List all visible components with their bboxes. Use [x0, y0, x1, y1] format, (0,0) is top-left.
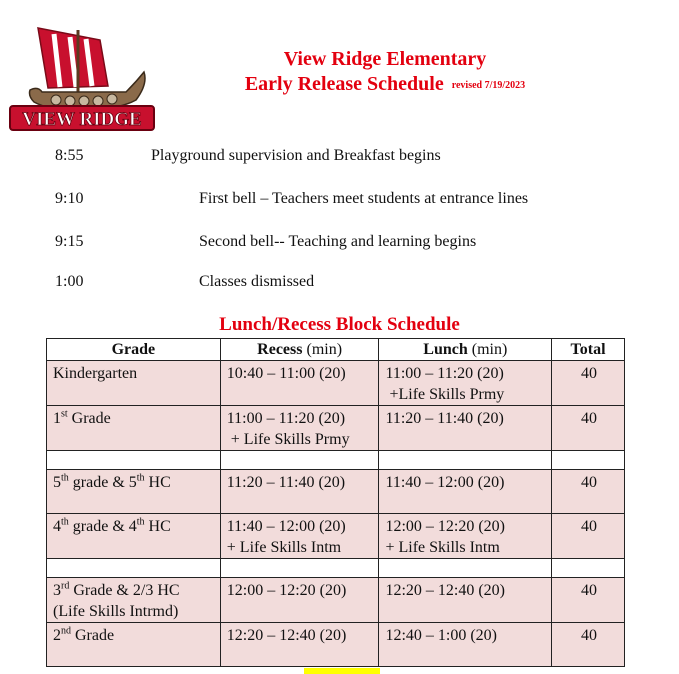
header-grade: Grade	[47, 339, 221, 361]
time-2: 9:15	[55, 233, 84, 250]
header-lunch: Lunch (min)	[379, 339, 552, 361]
revised-date: revised 7/19/2023	[451, 80, 526, 91]
table-row	[47, 361, 625, 406]
grade-cell: 2nd Grade	[47, 623, 221, 667]
lunch-cell: 12:20 – 12:40 (20)	[379, 578, 552, 623]
total-cell: 40	[552, 623, 625, 667]
time-1: 9:10	[55, 190, 84, 207]
table-row	[47, 623, 625, 667]
page-title	[200, 73, 570, 96]
table-row	[47, 514, 625, 559]
recess-cell: 12:20 – 12:40 (20)	[220, 623, 379, 667]
total-cell: 40	[552, 361, 625, 406]
grade-cell: 3rd Grade & 2/3 HC (Life Skills Intrmd)	[47, 578, 221, 623]
blank-row	[47, 559, 625, 578]
blank-row	[47, 451, 625, 470]
lunch-recess-table	[46, 338, 625, 667]
lunch-cell: 11:00 – 11:20 (20) +Life Skills Prmy	[379, 361, 552, 406]
total-cell: 40	[552, 470, 625, 514]
lunch-cell: 12:00 – 12:20 (20) + Life Skills Intm	[379, 514, 552, 559]
table-row	[47, 578, 625, 623]
total-cell: 40	[552, 578, 625, 623]
lunch-schedule-title: Lunch/Recess Block Schedule	[219, 314, 460, 335]
view-ridge-logo	[8, 20, 156, 132]
time-text-2: Second bell-- Teaching and learning begins	[199, 233, 477, 250]
time-3: 1:00	[55, 273, 84, 290]
header-recess: Recess (min)	[220, 339, 379, 361]
logo-text: VIEW RIDGE	[22, 109, 142, 130]
grade-cell: 5th grade & 5th HC	[47, 470, 221, 514]
lunch-cell: 11:20 – 11:40 (20)	[379, 406, 552, 451]
total-cell: 40	[552, 406, 625, 451]
time-text-0: Playground supervision and Breakfast begins	[151, 147, 441, 164]
lunch-cell: 11:40 – 12:00 (20)	[379, 470, 552, 514]
recess-cell: 11:40 – 12:00 (20) + Life Skills Intm	[220, 514, 379, 559]
lunch-cell: 12:40 – 1:00 (20)	[379, 623, 552, 667]
grade-cell: 4th grade & 4th HC	[47, 514, 221, 559]
grade-cell: Kindergarten	[47, 361, 221, 406]
time-0: 8:55	[55, 147, 84, 164]
highlight-mark	[304, 668, 380, 674]
time-text-3: Classes dismissed	[199, 273, 315, 290]
recess-cell: 11:00 – 11:20 (20) + Life Skills Prmy	[220, 406, 379, 451]
recess-cell: 12:00 – 12:20 (20)	[220, 578, 379, 623]
grade-cell: 1st Grade	[47, 406, 221, 451]
table-header-row	[47, 339, 625, 361]
total-cell: 40	[552, 514, 625, 559]
schedule-title: Early Release Schedule	[244, 73, 444, 95]
time-text-1: First bell – Teachers meet students at entrance lines	[199, 190, 529, 207]
school-name: View Ridge Elementary	[283, 48, 487, 70]
recess-cell: 10:40 – 11:00 (20)	[220, 361, 379, 406]
recess-cell: 11:20 – 11:40 (20)	[220, 470, 379, 514]
table-row	[47, 406, 625, 451]
table-row	[47, 470, 625, 514]
header-total: Total	[552, 339, 625, 361]
